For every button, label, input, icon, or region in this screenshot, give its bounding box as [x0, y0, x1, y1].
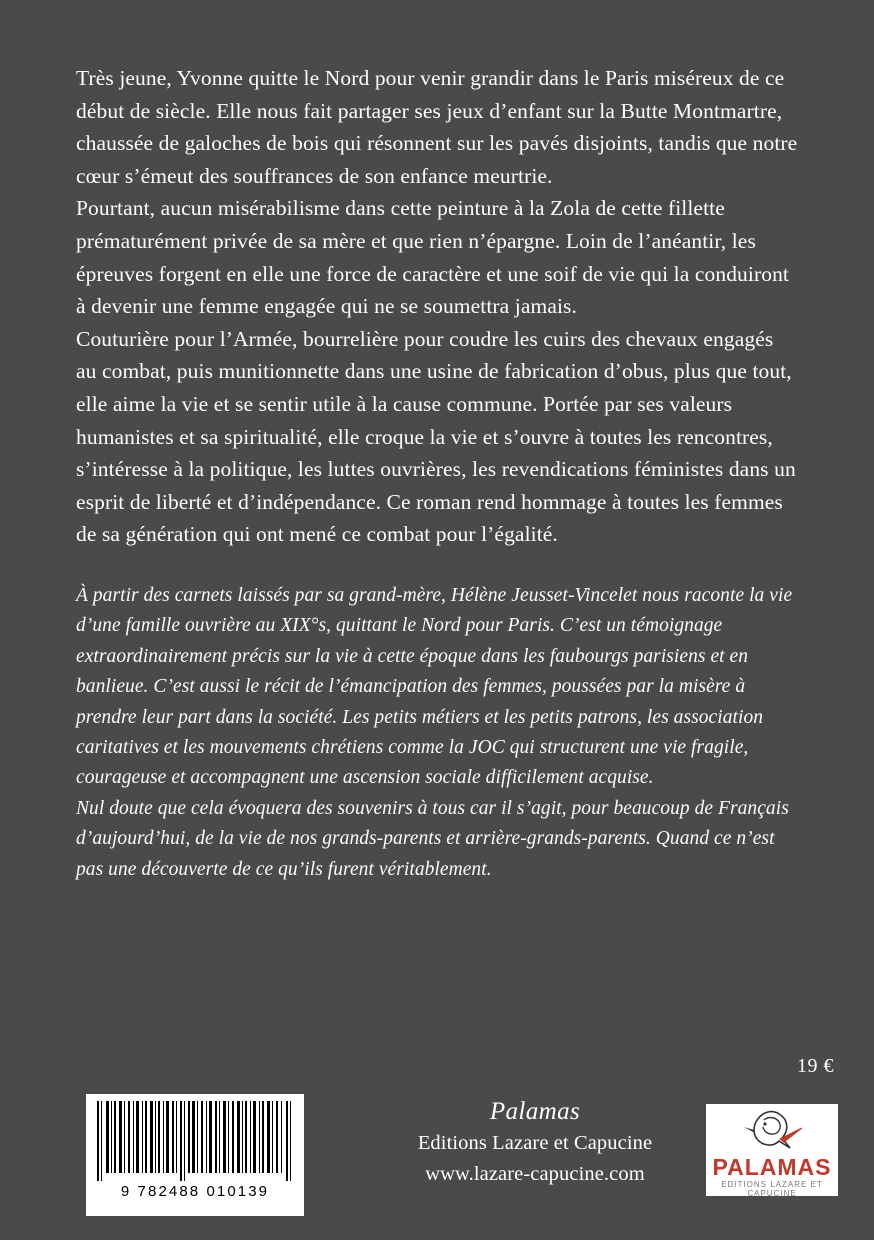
synopsis-paragraph-1: Très jeune, Yvonne quitte le Nord pour venir grandir dans le Paris miséreux de ce début de siècle. Elle nous fait partager ses jeux d’enfant sur la Butte Montmartre, chaussée de galoches de bois qui résonnent sur les pavés disjoints, tandis que notre cœur s’émeut des souffrances de son enfance meurtrie.	[76, 66, 798, 188]
synopsis-paragraph-3: Couturière pour l’Armée, bourrelière pour coudre les cuirs des chevaux engagés au combat, puis munitionnette dans une usine de fabrication d’obus, plus que tout, elle aime la vie et se sentir utile à la cause commune. Portée par ses valeurs humanistes et sa spiritualité, elle croque la vie et s’ouvre à toutes les rencontres, s’intéresse à la politique, les luttes ouvrières, les revendications féministes dans un esprit de liberté et d’indépendance. Ce roman rend hommage à toutes les femmes de sa génération qui ont mené ce combat pour l’égalité.	[76, 326, 796, 547]
synopsis-paragraph-2: Pourtant, aucun misérabilisme dans cette peinture à la Zola de cette fillette prématurément privée de sa mère et que rien n’épargne. Loin de l’anéantir, les épreuves forgent en elle une force de caractère et une soif de vie qui la conduiront à devenir une femme engagée qui ne se soumettra jamais.	[76, 196, 789, 319]
editorial-note-block	[76, 581, 798, 885]
dove-bird-icon-svg	[706, 1106, 838, 1158]
publisher-logo	[706, 1104, 838, 1196]
note-paragraph-1: À partir des carnets laissés par sa grand-mère, Hélène Jeusset-Vincelet nous raconte la vie d’une famille ouvrière au XIX°s, quittant le Nord pour Paris. C’est un témoignage extraordinairement précis sur la vie à cette époque dans les faubourgs parisiens et en banlieue. C’est aussi le récit de l’émancipation des femmes, poussées par la misère à prendre leur part dans la société. Les petits métiers et les petits patrons, les association caritatives et les mouvements chrétiens comme la JOC qui structurent une vie fragile, courageuse et accompagnent une ascension sociale difficilement acquise.	[76, 584, 793, 789]
price-label: 19 €	[797, 1055, 834, 1077]
logo-wordmark: PALAMAS	[712, 1154, 832, 1180]
publisher-brand: Palamas	[489, 1098, 581, 1125]
barcode-number: 9 782488 010139	[120, 1183, 270, 1200]
synopsis-block	[76, 62, 798, 551]
barcode-icon	[95, 1101, 295, 1181]
logo-subtitle: EDITIONS LAZARE ET CAPUCINE	[721, 1180, 823, 1196]
barcode	[86, 1094, 304, 1216]
note-paragraph-2: Nul doute que cela évoquera des souvenirs à tous car il s’agit, pour beaucoup de Français d’aujourd’hui, de la vie de nos grands-parents et arrière-grands-parents. Quand ce n’est pas une découverte de ce qu’ils furent véritablement.	[76, 797, 789, 880]
dove-bird-icon	[706, 1106, 838, 1158]
publisher-website[interactable]: www.lazare-capucine.com	[425, 1163, 645, 1185]
publisher-block	[370, 1096, 700, 1190]
publisher-editions: Editions Lazare et Capucine	[417, 1132, 653, 1154]
